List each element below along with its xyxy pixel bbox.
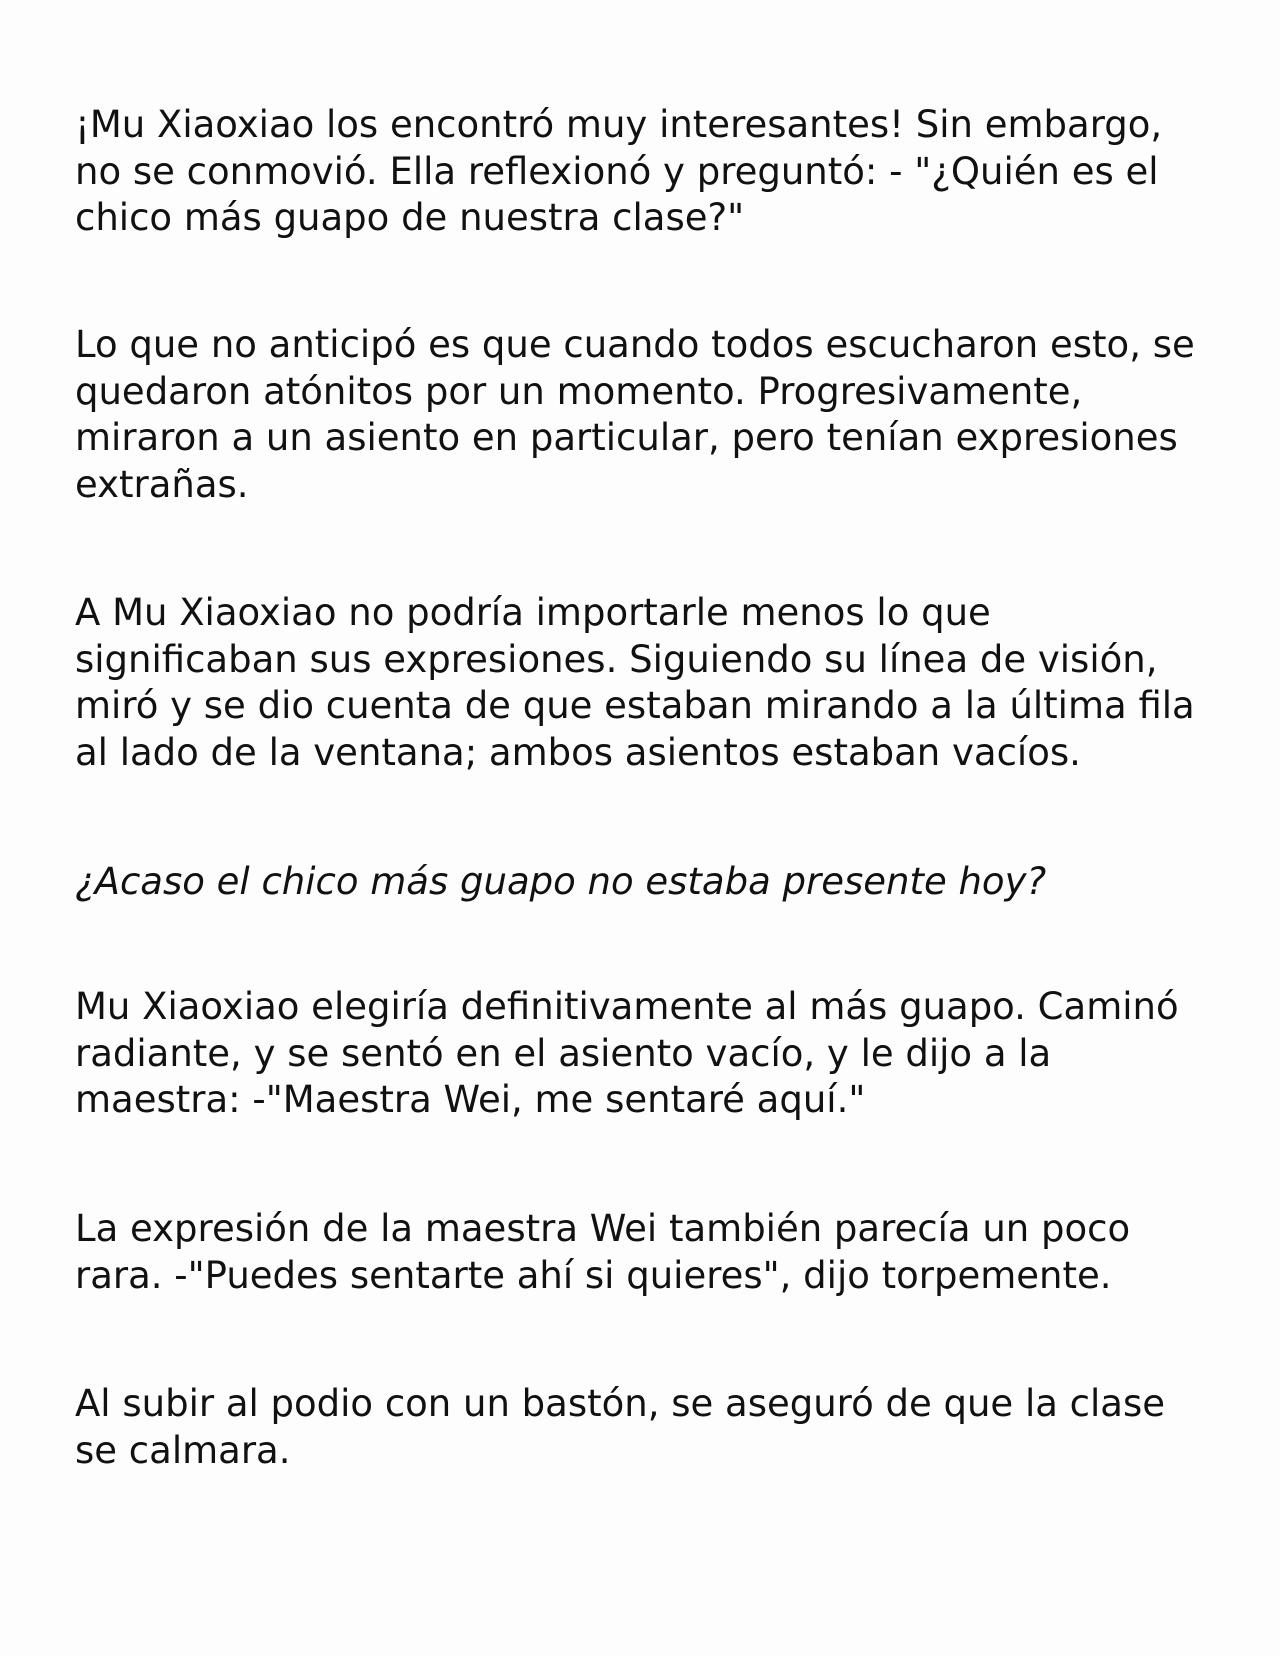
paragraph-6: La expresión de la maestra Wei también parecía un poco rara. -"Puedes sentarte ahí si quieres", dijo torpemente.	[75, 1207, 1131, 1297]
paragraph-3: A Mu Xiaoxiao no podría importarle menos lo que significaban sus expresiones. Siguiendo su línea de visión, miró y se dio cuenta de que estaban mirando a la última fila al lado de la ventana; ambos asientos estaban vacíos.	[75, 591, 1195, 774]
paragraph-4-italic: ¿Acaso el chico más guapo no estaba presente hoy?	[75, 860, 1047, 903]
paragraph-1: ¡Mu Xiaoxiao los encontró muy interesantes! Sin embargo, no se conmovió. Ella reflexionó y preguntó: - "¿Quién es el chico más guapo de nuestra clase?"	[75, 103, 1163, 239]
paragraph-5: Mu Xiaoxiao elegiría definitivamente al más guapo. Caminó radiante, y se sentó en el asiento vacío, y le dijo a la maestra: -"Maestra Wei, me sentaré aquí."	[75, 985, 1179, 1121]
paragraph-7: Al subir al podio con un bastón, se aseguró de que la clase se calmara.	[75, 1382, 1166, 1472]
paragraph-2: Lo que no anticipó es que cuando todos escucharon esto, se quedaron atónitos por un momento. Progresivamente, miraron a un asiento en particular, pero tenían expresiones extrañas.	[75, 323, 1195, 506]
